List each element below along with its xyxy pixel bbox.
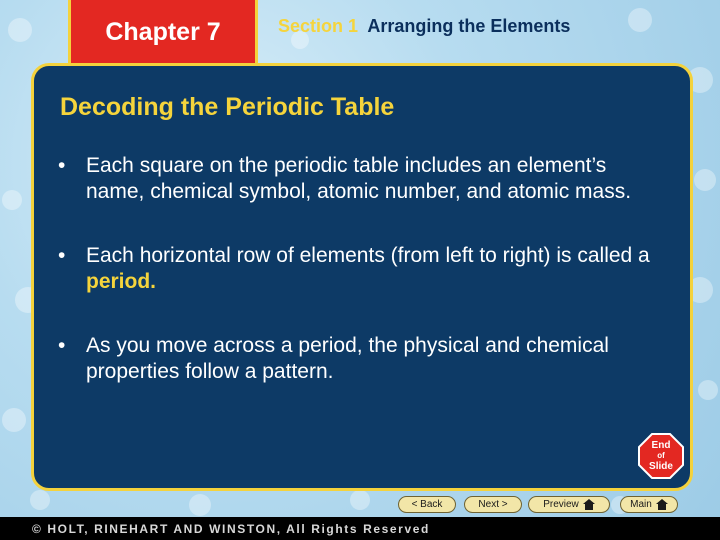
slide-title: Decoding the Periodic Table	[60, 93, 395, 121]
copyright-text: © HOLT, RINEHART AND WINSTON, All Rights Reserved	[32, 522, 430, 536]
bullet-text: Each horizontal row of elements (from left to right) is called a	[86, 244, 650, 267]
bullet-marker: •	[58, 244, 66, 267]
bullet-list	[58, 153, 668, 423]
main-button[interactable]	[620, 496, 678, 513]
home-icon	[656, 499, 668, 510]
slide-label: Slide	[649, 461, 673, 472]
home-icon	[583, 499, 595, 510]
section-number: Section 1	[278, 16, 359, 36]
bullet-text: As you move across a period, the physical and chemical properties follow a pattern.	[86, 334, 609, 383]
next-button[interactable]	[464, 496, 522, 513]
end-label: End	[651, 440, 671, 451]
section-heading	[278, 16, 570, 37]
back-button[interactable]	[398, 496, 456, 513]
bullet-marker: •	[58, 334, 66, 357]
preview-button[interactable]	[528, 496, 610, 513]
of-label: of	[657, 451, 665, 460]
chapter-title: Chapter 7	[105, 18, 221, 46]
end-of-slide-button[interactable]	[638, 433, 684, 479]
bullet-item	[58, 243, 668, 295]
highlighted-term: period.	[86, 270, 157, 293]
bullet-text: Each square on the periodic table includes an element’s name, chemical symbol, atomic number, and atomic mass.	[86, 154, 632, 203]
back-label: < Back	[411, 499, 443, 510]
preview-label: Preview	[543, 499, 579, 510]
bullet-item	[58, 153, 668, 205]
next-label: Next >	[478, 499, 508, 510]
main-label: Main	[630, 499, 652, 510]
bullet-item	[58, 333, 668, 385]
section-title: Arranging the Elements	[367, 16, 571, 36]
bullet-marker: •	[58, 154, 66, 177]
